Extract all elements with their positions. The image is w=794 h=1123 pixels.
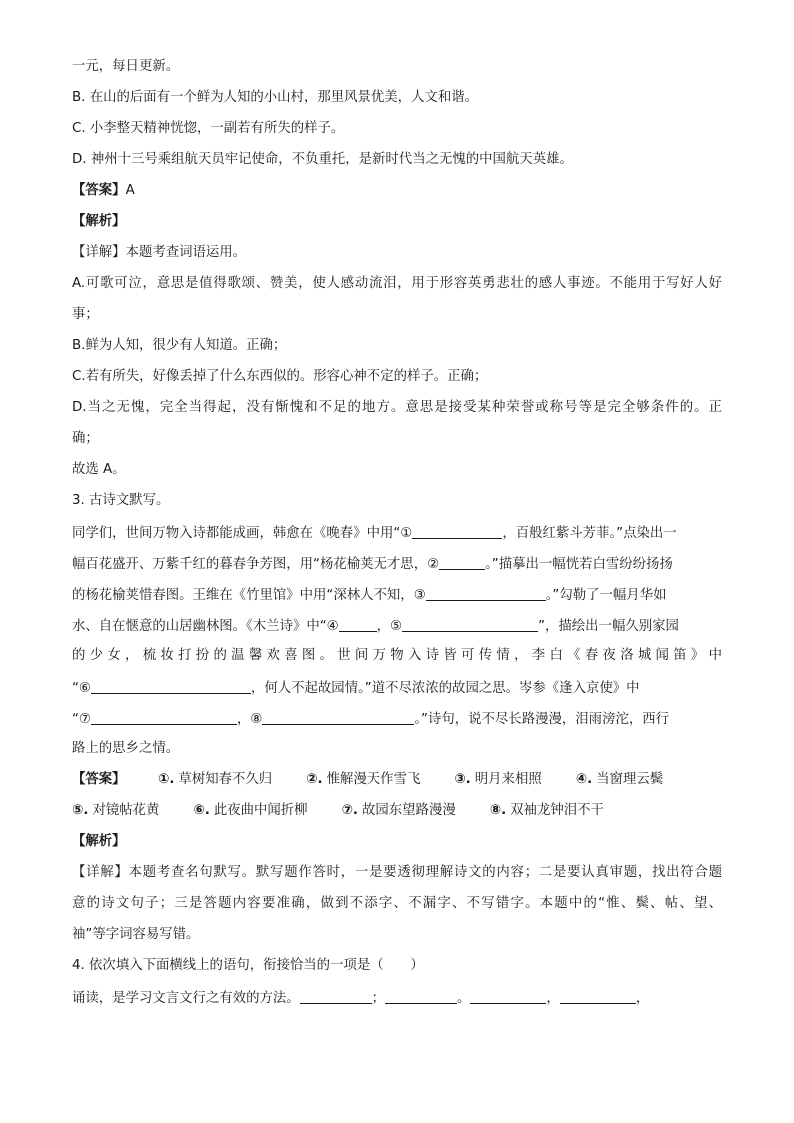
q3-text: ，⑤ xyxy=(376,619,403,634)
q3-text: “⑦ xyxy=(72,712,91,727)
question-4-title: 4. 依次填入下面横线上的语句，衔接恰当的一项是（ ） xyxy=(72,958,424,973)
explain-b: B.鲜为人知，很少有人知道。正确； xyxy=(72,338,287,353)
q3-text: 水、自在惬意的山居幽林图。《木兰诗》中“④ xyxy=(72,619,339,634)
blank-1[interactable] xyxy=(412,523,502,539)
blank-4[interactable] xyxy=(339,616,377,632)
q3-detail-line-1: 【详解】本题考查名句默写。默写题作答时，一是要透彻理解诗文的内容；二是要认真审题，找出符合题 xyxy=(72,865,722,880)
blank-6[interactable] xyxy=(91,678,251,694)
explain-d-line-2: 确； xyxy=(72,431,99,446)
option-d: D. 神州十三号乘组航天员牢记使命，不负重托，是新时代当之无愧的中国航天英雄。 xyxy=(72,152,573,167)
q3-detail-line-3: 袖”等字词容易写错。 xyxy=(72,927,200,942)
answer-item: ⑤. 对镜帖花黄 xyxy=(72,803,160,818)
option-c: C. 小李整天精神恍惚，一副若有所失的样子。 xyxy=(72,121,345,136)
answer-line xyxy=(72,182,722,213)
q3-paragraph-line-8: 路上的思乡之情。 xyxy=(72,741,180,756)
answer-label: 【答案】 xyxy=(72,183,126,198)
q3-text: ，百般红紫斗芳菲。”点染出一 xyxy=(502,526,677,541)
blank-7[interactable] xyxy=(91,709,237,725)
q3-text: “⑥ xyxy=(72,681,91,696)
q3-text: 。”诗句，说不尽长路漫漫，泪雨滂沱，西行 xyxy=(414,712,670,727)
q3-text: 同学们，世间万物入诗都能成画，韩愈在《晚春》中用“① xyxy=(72,526,413,541)
blank-5[interactable] xyxy=(402,616,538,632)
q3-paragraph-line-5: 的少女，梳妆打扮的温馨欢喜图。世间万物入诗皆可传情，李白《春夜洛城闻笛》中 xyxy=(72,648,722,663)
answer-item: ⑦. 故园东望路漫漫 xyxy=(341,803,456,818)
q4-stem xyxy=(72,988,722,1019)
q4-text: ， xyxy=(546,991,560,1006)
q3-text: 。”勾勒了一幅月华如 xyxy=(545,588,667,603)
q3-text: 幅百花盛开、万紫千红的暮春争芳图，用“杨花榆荚无才思，② xyxy=(72,557,440,572)
question-3-title: 3. 古诗文默写。 xyxy=(72,493,170,508)
answer-value: A xyxy=(125,183,135,198)
q4-text: 诵读，是学习文言文行之有效的方法。 xyxy=(72,991,300,1006)
q4-blank-2[interactable] xyxy=(385,988,457,1004)
blank-8[interactable] xyxy=(262,709,414,725)
analysis-label: 【解析】 xyxy=(72,834,126,849)
answer-label: 【答案】 xyxy=(72,772,126,787)
explain-a-line-2: 事； xyxy=(72,307,99,322)
q3-answer-row-1 xyxy=(72,771,722,802)
answer-item: ④. 当窗理云鬓 xyxy=(575,772,664,787)
q3-text: ”，描绘出一幅久别家园 xyxy=(538,619,679,634)
q3-answer-row-2 xyxy=(72,802,722,833)
q3-text: 的杨花榆荚惜春图。王维在《竹里馆》中用“深林人不知，③ xyxy=(72,588,426,603)
answer-item: ②. 惟解漫天作雪飞 xyxy=(306,772,421,787)
answer-item: ⑥. 此夜曲中闻折柳 xyxy=(193,803,308,818)
q3-detail-line-2: 意的诗文句子；三是答题内容要准确，做到不添字、不漏字、不写错字。本题中的“惟、鬓、帖、望、 xyxy=(72,896,722,911)
option-a-tail: 一元，每日更新。 xyxy=(72,59,180,74)
explain-c: C.若有所失，好像丢掉了什么东西似的。形容心神不定的样子。正确； xyxy=(72,369,488,384)
explain-a-line-1: A.可歌可泣，意思是值得歌颂、赞美，使人感动流泪，用于形容英勇悲壮的感人事迹。不能用于写好人好 xyxy=(72,276,722,291)
q3-text: ，⑧ xyxy=(236,712,263,727)
blank-2[interactable] xyxy=(439,554,485,570)
q3-paragraph-line-1 xyxy=(72,523,722,554)
answer-item: ③. 明月来相照 xyxy=(454,772,542,787)
q4-blank-4[interactable] xyxy=(560,988,636,1004)
option-b: B. 在山的后面有一个鲜为人知的小山村，那里风景优美，人文和谐。 xyxy=(72,90,479,105)
q3-paragraph-line-7 xyxy=(72,709,722,740)
answer-item: ①. 草树知春不久归 xyxy=(158,772,273,787)
detail-line: 【详解】本题考查词语运用。 xyxy=(72,245,247,260)
answer-item: ⑧. 双袖龙钟泪不干 xyxy=(489,803,604,818)
document-page xyxy=(72,58,722,1019)
q3-paragraph-line-6 xyxy=(72,678,722,709)
q3-text: 。”描摹出一幅恍若白雪纷纷扬扬 xyxy=(485,557,673,572)
conclusion: 故选 A。 xyxy=(72,462,126,477)
q4-blank-1[interactable] xyxy=(300,988,372,1004)
q3-paragraph-line-4 xyxy=(72,616,722,647)
q4-text: ； xyxy=(371,991,386,1006)
q4-text: ， xyxy=(635,991,650,1006)
q4-blank-3[interactable] xyxy=(470,988,546,1004)
analysis-label: 【解析】 xyxy=(72,214,126,229)
q3-paragraph-line-3 xyxy=(72,585,722,616)
explain-d-line-1: D.当之无愧，完全当得起，没有惭愧和不足的地方。意思是接受某种荣誉或称号等是完全够条件的。正 xyxy=(72,400,722,415)
q4-text: 。 xyxy=(457,991,471,1006)
q3-text: ，何人不起故园情。”道不尽浓浓的故园之思。岑参《逢入京使》中 xyxy=(250,681,640,696)
q3-paragraph-line-2 xyxy=(72,554,722,585)
blank-3[interactable] xyxy=(426,585,546,601)
